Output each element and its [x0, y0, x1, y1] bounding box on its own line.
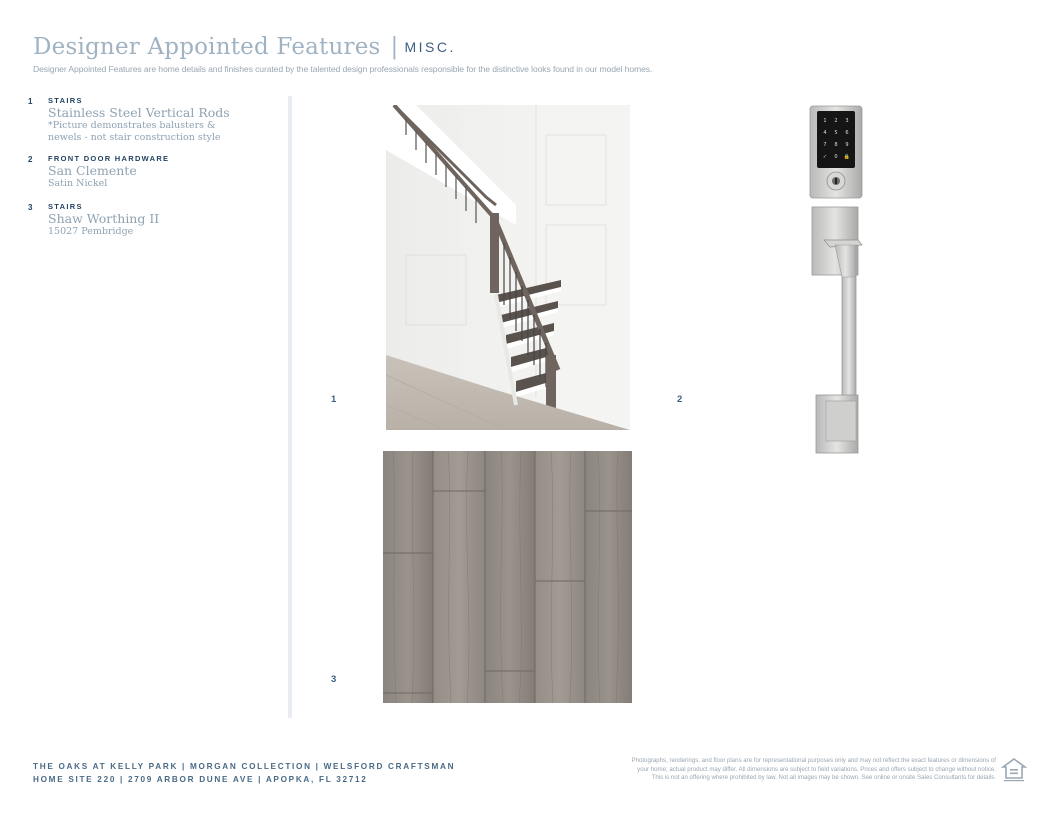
feature-name: Stainless Steel Vertical Rods [48, 105, 230, 120]
keypad-key: 1 [823, 118, 827, 124]
feature-list [28, 96, 278, 248]
feature-name: San Clemente [48, 163, 137, 178]
title-separator: | [390, 34, 399, 60]
page-title [33, 34, 652, 60]
vertical-divider [288, 96, 292, 718]
feature-item-2 [28, 154, 278, 190]
disclaimer-line: This is not an offering where prohibited by law. Not all images may be shown. See online or onsite Sales Consultants for details. [651, 774, 996, 781]
keypad-key: 3 [845, 118, 849, 124]
door-hardware-photo [800, 105, 870, 455]
keypad-key: 8 [834, 142, 838, 148]
feature-number: 2 [28, 155, 33, 164]
footer-line-2: HOME SITE 220 | 2709 ARBOR DUNE AVE | APOPKA, FL 32712 [33, 775, 368, 784]
stairs-photo [386, 105, 630, 430]
feature-number: 3 [28, 203, 33, 212]
section-label: MISC. [404, 39, 456, 55]
page-subtitle: Designer Appointed Features are home details and finishes curated by the talented design professionals responsible for the distinctive looks found in our model homes. [33, 64, 653, 74]
footer-line-1: THE OAKS AT KELLY PARK | MORGAN COLLECTION | WELSFORD CRAFTSMAN [33, 762, 456, 771]
keypad-key: 7 [823, 142, 827, 148]
keypad-key: 6 [845, 130, 849, 136]
feature-detail: Satin Nickel [48, 178, 108, 189]
feature-detail: *Picture demonstrates balusters & [48, 120, 216, 131]
keypad-key: 2 [834, 118, 838, 124]
feature-number: 1 [28, 97, 33, 106]
image-label-3: 3 [331, 674, 337, 685]
keypad-key: 9 [845, 142, 849, 148]
feature-name: Shaw Worthing II [48, 211, 160, 226]
image-label-1: 1 [331, 394, 337, 405]
flooring-photo [383, 451, 632, 703]
door-hardware-illustration [800, 105, 870, 455]
disclaimer-line: Photographs, renderings, and floor plans are for representational purposes only and may not reflect the exact features or dimensions of [631, 757, 996, 764]
image-label-2: 2 [677, 394, 683, 405]
feature-item-3 [28, 202, 278, 238]
flooring-illustration [383, 451, 632, 703]
disclaimer-line: your home; actual product may differ. All dimensions are subject to field variations. Prices and offers subject to change without notice. [637, 765, 996, 773]
page-header [33, 34, 652, 74]
keypad-key: ✓ [822, 154, 828, 160]
equal-housing-icon [1001, 757, 1027, 783]
keypad-key: 0 [834, 154, 838, 160]
keypad-key: 5 [834, 130, 838, 136]
feature-category: STAIRS [48, 202, 83, 211]
keypad-key: 4 [823, 130, 827, 136]
feature-detail: 15027 Pembridge [48, 226, 134, 237]
title-text: Designer Appointed Features [33, 34, 381, 60]
feature-category: FRONT DOOR HARDWARE [48, 154, 170, 163]
stairs-illustration [386, 105, 630, 430]
feature-category: STAIRS [48, 96, 83, 105]
feature-detail: newels - not stair construction style [48, 132, 221, 143]
footer-disclaimer [520, 757, 996, 783]
feature-item-1 [28, 96, 278, 144]
keypad-key: 🔒 [843, 154, 851, 160]
footer-community-info [33, 760, 455, 786]
